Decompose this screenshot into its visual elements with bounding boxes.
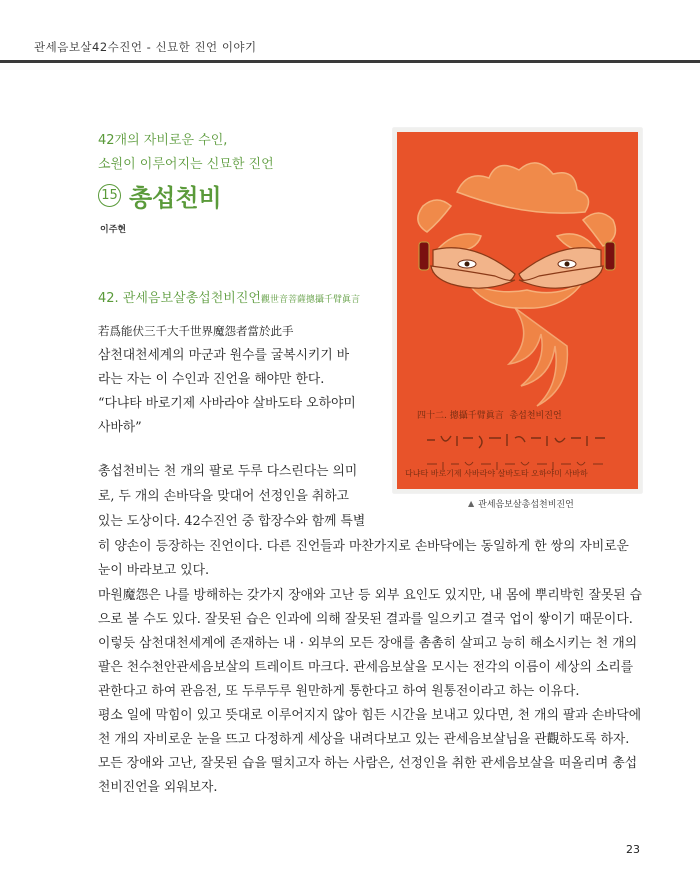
figure-caption [468,497,574,510]
running-header: 관세음보살42수진언 - 신묘한 진언 이야기 [34,40,257,54]
body-line: 히 양손이 등장하는 진언이다. 다른 진언들과 마찬가지로 손바닥에는 동일하게 한 쌍의 자비로운 [98,539,629,554]
article-title [98,178,222,213]
body-line: 천비진언을 외워보자. [98,780,218,795]
title-number-badge: 15 [98,184,121,207]
inscription-transliteration: 다냐타 바로기제 사바라야 살바도타 오하야미 사바하 [405,469,588,478]
author-name: 이주현 [100,225,127,235]
header-rule [0,60,700,63]
inscription-title [417,408,562,421]
body-line: 눈이 바라보고 있다. [98,563,210,578]
body-line: 으로 볼 수도 있다. 잘못된 습은 인과에 의해 잘못된 결과를 일으키고 결국 업이 쌓이기 때문이다. [98,612,633,627]
intro-line: 라는 자는 이 수인과 진언을 해야만 한다. [98,372,325,387]
intro-line: 삼천대천세계의 마군과 원수를 굴복시키기 바 [98,348,350,363]
body-line: 마원魔怨은 나를 방해하는 갖가지 장애와 고난 등 외부 요인도 있지만, 내 몸에 뿌리박힌 잘못된 습 [98,588,642,603]
body-line: 총섭천비는 천 개의 팔로 두루 다스린다는 의미 [98,464,358,479]
article-subtitle-line1: 42개의 자비로운 수인, [98,133,228,148]
section-heading-text: 42. 관세음보살총섭천비진언 [98,291,261,306]
body-line: 모든 장애와 고난, 잘못된 습을 떨치고자 하는 사람은, 선정인을 취한 관세음보살을 떠올리며 총섭 [98,756,638,771]
article-subtitle-line2: 소원이 이루어지는 신묘한 진언 [98,157,274,172]
body-line: 로, 두 개의 손바닥을 맞대어 선정인을 취하고 [98,489,349,504]
caption-text: 관세음보살총섭천비진언 [478,500,574,510]
joined-hands-icon [397,132,638,489]
body-line: 있는 도상이다. 42수진언 중 합장수와 함께 특별 [98,514,366,529]
intro-line: “다냐타 바로기제 사바라야 살바도타 오하야미 [98,396,356,411]
inscription-hangul: 총섭천비진언 [509,411,562,421]
caption-triangle-icon: ▲ [468,499,475,508]
title-text: 총섭천비 [129,184,222,212]
mudra-painting [397,132,638,489]
body-line: 팔은 천수천안관세음보살의 트레이트 마크다. 관세음보살을 모시는 전각의 이름이 세상의 소리를 [98,660,634,675]
body-line: 관한다고 하여 관음전, 또 두루두루 원만하게 통한다고 하여 원통전이라고 하는 이유다. [98,684,580,699]
inscription-hanja: 四十二. 摠攝千臂眞言 [417,411,504,421]
hanja-verse: 若爲能伏三千大千世界魔怨者當於此手 [98,324,294,338]
page-number: 23 [626,843,640,856]
body-line: 평소 일에 막힘이 있고 뜻대로 이루어지지 않아 힘든 시간을 보내고 있다면, 천 개의 팔과 손바닥에 [98,708,642,723]
intro-line: 사바하” [98,420,142,435]
section-heading-hanja: 觀世音菩薩摠攝千臂眞言 [260,295,360,305]
section-heading [98,287,360,306]
body-line: 천 개의 자비로운 눈을 뜨고 다정하게 세상을 내려다보고 있는 관세음보살님을 관觀하도록 하자. [98,732,630,747]
illustration-card [393,128,642,493]
body-line: 이렇듯 삼천대천세계에 존재하는 내 · 외부의 모든 장애를 촘촘히 살피고 능히 해소시키는 천 개의 [98,636,638,651]
